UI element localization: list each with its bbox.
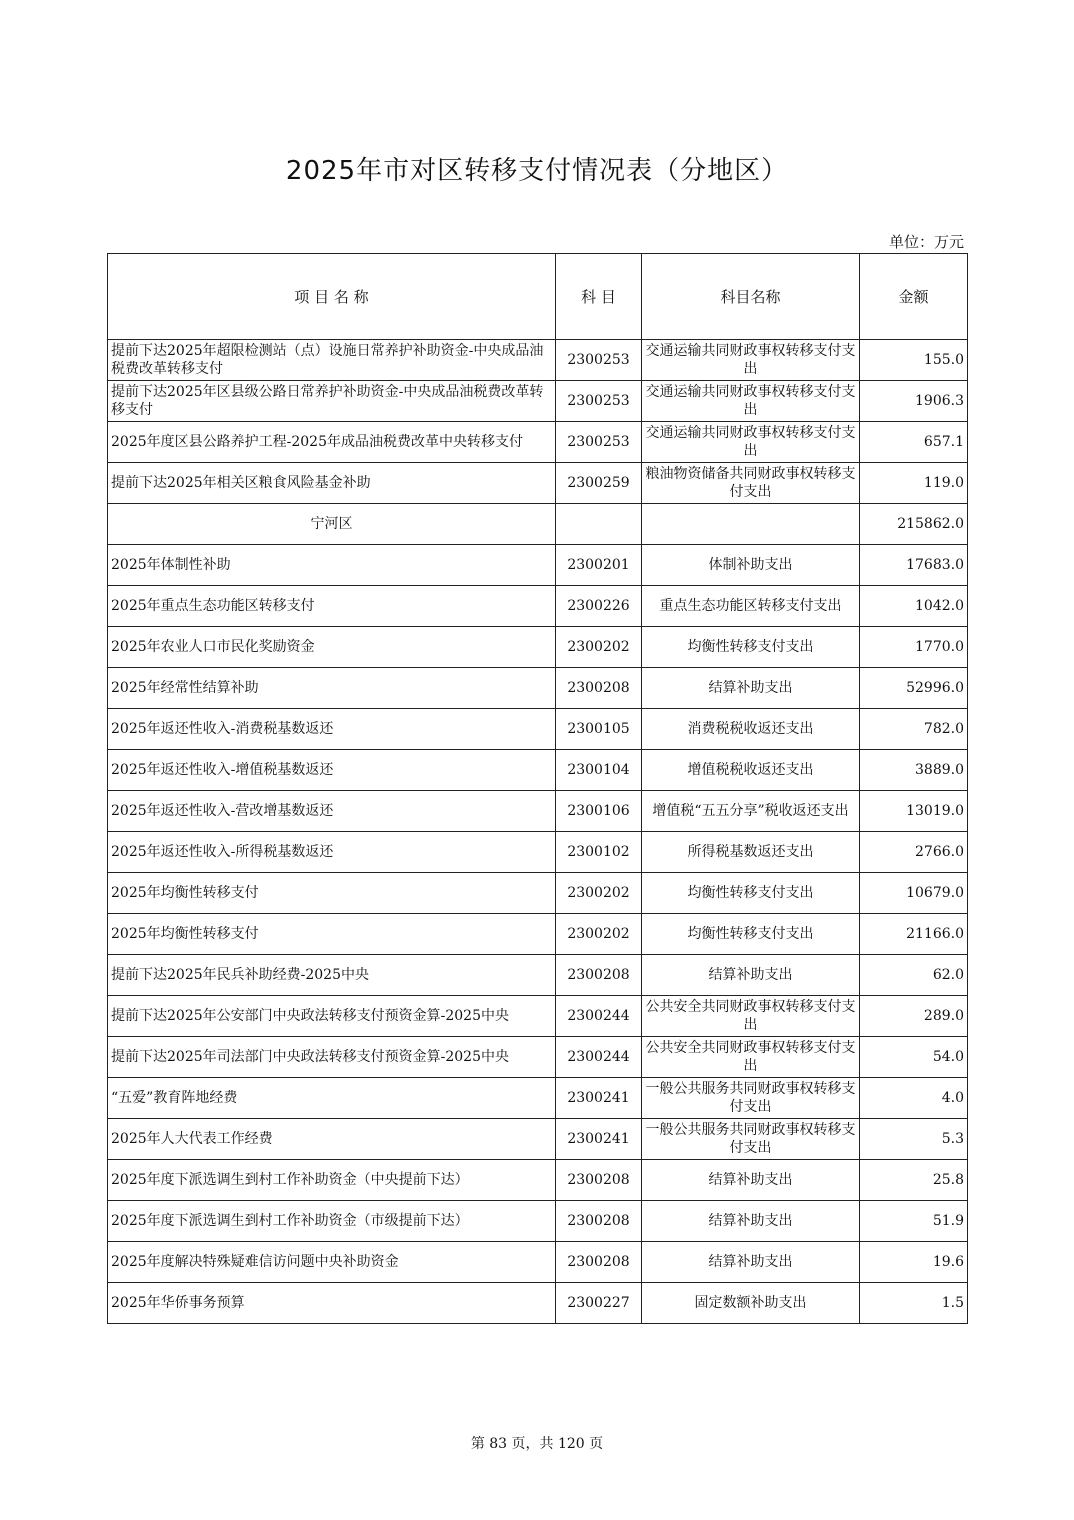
cell-subject-code: 2300202 xyxy=(556,914,642,955)
cell-project-name: 2025年返还性收入-消费税基数返还 xyxy=(108,709,556,750)
cell-subject-name: 公共安全共同财政事权转移支付支出 xyxy=(642,996,860,1037)
cell-subject-code: 2300105 xyxy=(556,709,642,750)
cell-subject-code: 2300208 xyxy=(556,1242,642,1283)
table-row xyxy=(108,832,968,873)
cell-amount: 1906.3 xyxy=(860,381,968,422)
cell-subject-code: 2300104 xyxy=(556,750,642,791)
cell-project-name: 2025年返还性收入-增值税基数返还 xyxy=(108,750,556,791)
cell-subject-code: 2300244 xyxy=(556,996,642,1037)
cell-subject-name: 增值税“五五分享”税收返还支出 xyxy=(642,791,860,832)
unit-label: 单位：万元 xyxy=(888,233,964,251)
cell-project-name: 2025年均衡性转移支付 xyxy=(108,873,556,914)
cell-subject-code: 2300202 xyxy=(556,627,642,668)
cell-project-name: 2025年度区县公路养护工程-2025年成品油税费改革中央转移支付 xyxy=(108,422,556,463)
cell-amount: 51.9 xyxy=(860,1201,968,1242)
cell-subject-name: 增值税税收返还支出 xyxy=(642,750,860,791)
cell-subject-code: 2300226 xyxy=(556,586,642,627)
table-row xyxy=(108,422,968,463)
cell-amount: 17683.0 xyxy=(860,545,968,586)
table-row xyxy=(108,1242,968,1283)
cell-project-name: 宁河区 xyxy=(108,504,556,545)
cell-subject-code: 2300253 xyxy=(556,422,642,463)
cell-subject-name: 固定数额补助支出 xyxy=(642,1283,860,1324)
table-row xyxy=(108,340,968,381)
cell-subject-name: 交通运输共同财政事权转移支付支出 xyxy=(642,340,860,381)
table-row xyxy=(108,955,968,996)
table-body xyxy=(108,340,968,1324)
table-header-row xyxy=(108,254,968,340)
cell-amount: 4.0 xyxy=(860,1078,968,1119)
cell-subject-name: 粮油物资储备共同财政事权转移支付支出 xyxy=(642,463,860,504)
cell-subject-name: 均衡性转移支付支出 xyxy=(642,627,860,668)
cell-project-name: 提前下达2025年司法部门中央政法转移支付预资金算-2025中央 xyxy=(108,1037,556,1078)
table-row xyxy=(108,996,968,1037)
cell-amount: 1770.0 xyxy=(860,627,968,668)
cell-subject-name: 结算补助支出 xyxy=(642,1242,860,1283)
cell-subject-code: 2300244 xyxy=(556,1037,642,1078)
cell-subject-code: 2300259 xyxy=(556,463,642,504)
cell-subject-code: 2300106 xyxy=(556,791,642,832)
cell-subject-name: 交通运输共同财政事权转移支付支出 xyxy=(642,422,860,463)
page-title: 2025年市对区转移支付情况表（分地区） xyxy=(285,156,789,186)
cell-subject-code: 2300253 xyxy=(556,381,642,422)
cell-amount: 54.0 xyxy=(860,1037,968,1078)
table-row xyxy=(108,873,968,914)
cell-amount: 10679.0 xyxy=(860,873,968,914)
table-row xyxy=(108,750,968,791)
cell-project-name: “五爱”教育阵地经费 xyxy=(108,1078,556,1119)
cell-project-name: 2025年农业人口市民化奖励资金 xyxy=(108,627,556,668)
region-row xyxy=(108,504,968,545)
header-amount: 金额 xyxy=(860,254,968,340)
cell-subject-name: 结算补助支出 xyxy=(642,955,860,996)
cell-amount: 25.8 xyxy=(860,1160,968,1201)
table-row xyxy=(108,586,968,627)
table-row xyxy=(108,1160,968,1201)
cell-subject-code: 2300253 xyxy=(556,340,642,381)
page-footer: 第 83 页，共 120 页 xyxy=(470,1436,604,1452)
cell-subject-code: 2300208 xyxy=(556,1201,642,1242)
cell-amount: 19.6 xyxy=(860,1242,968,1283)
cell-subject-name: 一般公共服务共同财政事权转移支付支出 xyxy=(642,1078,860,1119)
cell-subject-code xyxy=(556,504,642,545)
cell-subject-name: 结算补助支出 xyxy=(642,668,860,709)
cell-amount: 289.0 xyxy=(860,996,968,1037)
cell-project-name: 2025年度下派选调生到村工作补助资金（市级提前下达） xyxy=(108,1201,556,1242)
cell-subject-name: 均衡性转移支付支出 xyxy=(642,873,860,914)
table-row xyxy=(108,709,968,750)
cell-amount: 21166.0 xyxy=(860,914,968,955)
cell-subject-name: 所得税基数返还支出 xyxy=(642,832,860,873)
cell-subject-name: 均衡性转移支付支出 xyxy=(642,914,860,955)
cell-amount: 1.5 xyxy=(860,1283,968,1324)
table-row xyxy=(108,381,968,422)
cell-subject-name: 交通运输共同财政事权转移支付支出 xyxy=(642,381,860,422)
cell-amount: 62.0 xyxy=(860,955,968,996)
table-row xyxy=(108,914,968,955)
cell-amount: 782.0 xyxy=(860,709,968,750)
cell-amount: 155.0 xyxy=(860,340,968,381)
transfer-payment-table xyxy=(107,253,968,1324)
cell-amount: 5.3 xyxy=(860,1119,968,1160)
table-row xyxy=(108,668,968,709)
header-project-name: 项 目 名 称 xyxy=(108,254,556,340)
cell-project-name: 2025年度下派选调生到村工作补助资金（中央提前下达） xyxy=(108,1160,556,1201)
cell-amount: 52996.0 xyxy=(860,668,968,709)
cell-subject-code: 2300208 xyxy=(556,668,642,709)
cell-project-name: 2025年体制性补助 xyxy=(108,545,556,586)
table-row xyxy=(108,1119,968,1160)
cell-subject-code: 2300227 xyxy=(556,1283,642,1324)
cell-amount: 657.1 xyxy=(860,422,968,463)
cell-subject-name xyxy=(642,504,860,545)
table-row xyxy=(108,791,968,832)
cell-project-name: 2025年返还性收入-营改增基数返还 xyxy=(108,791,556,832)
cell-subject-name: 一般公共服务共同财政事权转移支付支出 xyxy=(642,1119,860,1160)
cell-project-name: 2025年经常性结算补助 xyxy=(108,668,556,709)
cell-subject-name: 结算补助支出 xyxy=(642,1160,860,1201)
cell-subject-code: 2300201 xyxy=(556,545,642,586)
cell-project-name: 2025年均衡性转移支付 xyxy=(108,914,556,955)
cell-project-name: 2025年重点生态功能区转移支付 xyxy=(108,586,556,627)
cell-project-name: 提前下达2025年相关区粮食风险基金补助 xyxy=(108,463,556,504)
cell-subject-name: 重点生态功能区转移支付支出 xyxy=(642,586,860,627)
cell-amount: 119.0 xyxy=(860,463,968,504)
cell-amount: 1042.0 xyxy=(860,586,968,627)
table-row xyxy=(108,545,968,586)
table-row xyxy=(108,627,968,668)
table-row xyxy=(108,1201,968,1242)
table-row xyxy=(108,1037,968,1078)
table-row xyxy=(108,463,968,504)
cell-subject-name: 消费税税收返还支出 xyxy=(642,709,860,750)
cell-project-name: 提前下达2025年民兵补助经费-2025中央 xyxy=(108,955,556,996)
cell-amount: 3889.0 xyxy=(860,750,968,791)
cell-project-name: 2025年华侨事务预算 xyxy=(108,1283,556,1324)
cell-subject-code: 2300202 xyxy=(556,873,642,914)
cell-project-name: 2025年度解决特殊疑难信访问题中央补助资金 xyxy=(108,1242,556,1283)
cell-amount: 2766.0 xyxy=(860,832,968,873)
cell-subject-name: 公共安全共同财政事权转移支付支出 xyxy=(642,1037,860,1078)
cell-project-name: 提前下达2025年区县级公路日常养护补助资金-中央成品油税费改革转移支付 xyxy=(108,381,556,422)
cell-amount: 215862.0 xyxy=(860,504,968,545)
cell-subject-code: 2300208 xyxy=(556,1160,642,1201)
header-subject: 科 目 xyxy=(556,254,642,340)
cell-project-name: 2025年人大代表工作经费 xyxy=(108,1119,556,1160)
header-subject-name: 科目名称 xyxy=(642,254,860,340)
table-row xyxy=(108,1078,968,1119)
cell-subject-name: 结算补助支出 xyxy=(642,1201,860,1242)
table-row xyxy=(108,1283,968,1324)
cell-subject-code: 2300208 xyxy=(556,955,642,996)
cell-project-name: 提前下达2025年公安部门中央政法转移支付预资金算-2025中央 xyxy=(108,996,556,1037)
cell-project-name: 提前下达2025年超限检测站（点）设施日常养护补助资金-中央成品油税费改革转移支付 xyxy=(108,340,556,381)
cell-subject-code: 2300241 xyxy=(556,1078,642,1119)
cell-project-name: 2025年返还性收入-所得税基数返还 xyxy=(108,832,556,873)
cell-subject-code: 2300102 xyxy=(556,832,642,873)
cell-subject-code: 2300241 xyxy=(556,1119,642,1160)
cell-subject-name: 体制补助支出 xyxy=(642,545,860,586)
cell-amount: 13019.0 xyxy=(860,791,968,832)
